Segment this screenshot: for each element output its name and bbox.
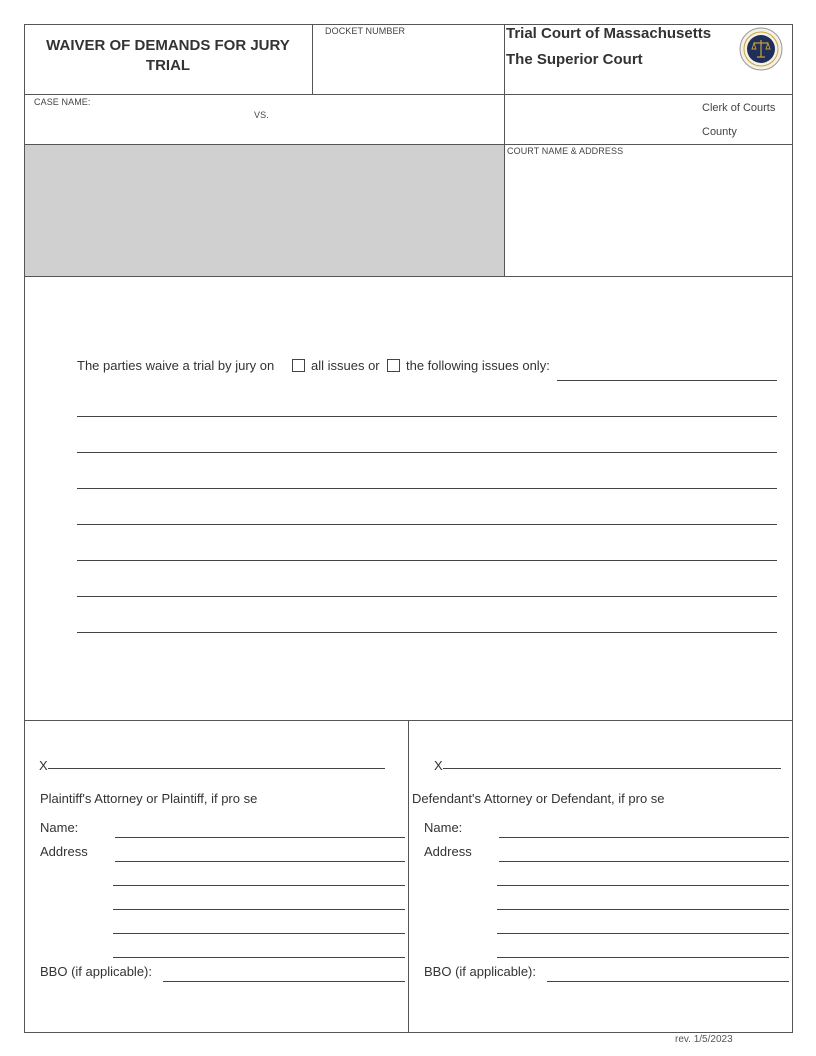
court-name-line2: The Superior Court [506,51,643,68]
defendant-x-mark: X [434,758,443,773]
header-bottom-rule [24,94,793,95]
all-issues-checkbox[interactable] [292,359,305,372]
defendant-address-line-5[interactable] [497,957,789,958]
plaintiff-bbo-label: BBO (if applicable): [40,964,152,979]
docket-number-label: DOCKET NUMBER [325,26,406,36]
defendant-role-label: Defendant's Attorney or Defendant, if pro se [412,791,665,806]
defendant-bbo-label: BBO (if applicable): [424,964,536,979]
issues-line-3[interactable] [77,452,777,453]
case-name-field[interactable] [28,110,500,140]
issues-line-2[interactable] [77,416,777,417]
plaintiff-name-line[interactable] [115,837,405,838]
header-divider-1 [312,24,313,94]
plaintiff-address-line-3[interactable] [113,909,405,910]
plaintiff-x-mark: X [39,758,48,773]
case-name-label: CASE NAME: [34,97,91,107]
clerk-county-field[interactable] [508,98,694,140]
plaintiff-address-label: Address [40,844,88,859]
defendant-address-line-2[interactable] [497,885,789,886]
clerk-of-courts-label: Clerk of Courts [702,102,776,114]
docket-number-field[interactable] [316,40,500,90]
court-address-label: COURT NAME & ADDRESS [507,146,624,156]
defendant-address-label: Address [424,844,472,859]
plaintiff-role-label: Plaintiff's Attorney or Plaintiff, if pro se [40,791,258,806]
defendant-address-line-4[interactable] [497,933,789,934]
waiver-statement: The parties waive a trial by jury on [77,358,275,373]
signature-divider [408,720,409,1033]
issues-line-7[interactable] [77,596,777,597]
defendant-name-label: Name: [424,820,463,835]
plaintiff-signature-line[interactable] [48,768,385,769]
form-title: WAIVER OF DEMANDS FOR JURY TRIAL [46,37,290,74]
plaintiff-bbo-line[interactable] [163,981,405,982]
issues-line-4[interactable] [77,488,777,489]
court-address-field[interactable] [508,160,788,272]
plaintiff-address-line-5[interactable] [113,957,405,958]
issues-line-1[interactable] [557,380,777,381]
plaintiff-address-line-2[interactable] [113,885,405,886]
plaintiff-address-line-1[interactable] [115,861,405,862]
issues-line-8[interactable] [77,632,777,633]
county-label: County [702,126,737,138]
defendant-address-line-3[interactable] [497,909,789,910]
defendant-name-line[interactable] [499,837,789,838]
shaded-row-bottom-rule [24,276,793,277]
defendant-signature-line[interactable] [443,768,781,769]
plaintiff-name-label: Name: [40,820,79,835]
court-name-line1: Trial Court of Massachusetts [506,25,712,42]
issues-line-6[interactable] [77,560,777,561]
revision-date: rev. 1/5/2023 [675,1034,733,1045]
following-issues-label: the following issues only: [406,358,550,373]
header-divider-2 [504,24,505,276]
defendant-bbo-line[interactable] [547,981,789,982]
issues-line-5[interactable] [77,524,777,525]
all-issues-label: all issues or [311,358,380,373]
following-issues-checkbox[interactable] [387,359,400,372]
vs-label: VS. [254,110,269,120]
plaintiff-address-line-4[interactable] [113,933,405,934]
shaded-area [25,145,504,276]
court-seal-icon [739,27,783,71]
defendant-address-line-1[interactable] [499,861,789,862]
